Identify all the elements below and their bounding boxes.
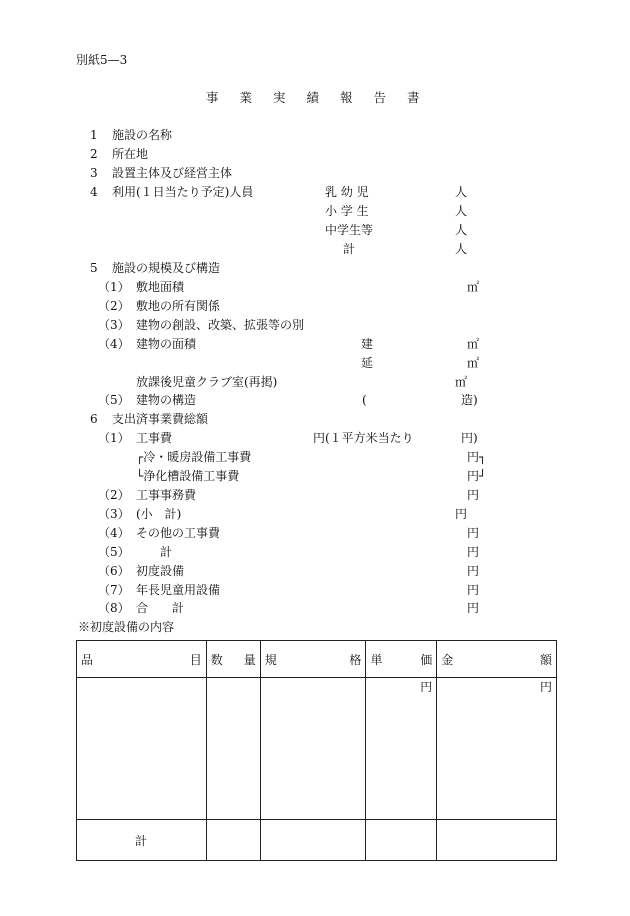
header-item: [77, 641, 207, 678]
item-number: （4）: [98, 526, 130, 540]
item-label: その他の工事費: [136, 526, 221, 540]
unit: 造): [461, 393, 478, 407]
item-label: ┌冷・暖房設備工事費: [136, 450, 252, 464]
section-number: 1: [90, 128, 98, 142]
item-label: 工事事務費: [136, 488, 197, 502]
header-text: 規: [264, 652, 277, 667]
unit: 円: [455, 507, 468, 521]
section-number: 2: [90, 147, 98, 161]
item-label: 敷地面積: [136, 280, 185, 294]
item-number: （2）: [98, 488, 130, 502]
header-text: 量: [243, 652, 256, 667]
user-category: 計: [343, 242, 356, 256]
page-title: 事業実績報告書: [206, 90, 441, 105]
item-label: └浄化槽設備工事費: [136, 469, 240, 483]
unit: 円┘: [467, 469, 487, 483]
item-number: （3）: [98, 507, 130, 521]
item-number: （6）: [98, 564, 130, 578]
item-label: (小 計): [136, 507, 182, 521]
unit: 人: [455, 223, 468, 237]
header-amount: [437, 641, 557, 678]
header-text: 品: [81, 652, 94, 667]
unit: 円: [539, 680, 552, 694]
section-label: 設置主体及び経営主体: [112, 166, 233, 180]
unit: 円┐: [467, 450, 487, 464]
header-text: 金: [441, 652, 454, 667]
item-label: 合 計: [136, 601, 185, 615]
header-text: 単: [370, 652, 383, 667]
header-unit-price: [366, 641, 437, 678]
section-label: 利用(１日当たり予定)人員: [112, 185, 254, 199]
unit: ㎡: [467, 356, 480, 370]
cell-total-quantity: [206, 820, 260, 861]
paren: (: [362, 393, 367, 407]
equipment-note: ※初度設備の内容: [78, 620, 175, 634]
header-text: 数: [210, 652, 223, 667]
section-number: 5: [90, 261, 98, 275]
item-note: 円(１平方米当たり: [313, 431, 414, 445]
section-number: 3: [90, 166, 98, 180]
form-reference: 別紙5—3: [76, 53, 128, 67]
item-number: （1）: [98, 431, 130, 445]
item-number: （1）: [98, 280, 130, 294]
item-number: （8）: [98, 601, 130, 615]
unit: 人: [455, 204, 468, 218]
area-label: 建: [361, 337, 374, 351]
user-category: 小 学 生: [325, 204, 369, 218]
unit: 円: [467, 583, 480, 597]
section-label: 所在地: [112, 147, 149, 161]
item-label: 計: [160, 545, 173, 559]
unit: 円: [467, 564, 480, 578]
user-category: 乳 幼 児: [325, 185, 369, 199]
item-number: （5）: [98, 545, 130, 559]
item-label: 工事費: [136, 431, 173, 445]
total-label: 計: [77, 820, 207, 861]
header-text: 目: [189, 652, 202, 667]
item-number: （4）: [98, 337, 130, 351]
area-label: 延: [361, 356, 374, 370]
cell-total-amount: [437, 820, 557, 861]
section-label: 支出済事業費総額: [112, 412, 209, 426]
item-label: 初度設備: [136, 564, 185, 578]
section-number: 6: [90, 412, 98, 426]
user-category: 中学生等: [325, 223, 374, 237]
table-header-row: [77, 641, 557, 678]
unit: ㎡: [467, 280, 480, 294]
unit: 円: [467, 545, 480, 559]
unit: ㎡: [467, 337, 480, 351]
equipment-table: [76, 640, 557, 861]
header-spec: [260, 641, 366, 678]
item-label: 建物の面積: [136, 337, 197, 351]
item-number: （7）: [98, 583, 130, 597]
unit: 円): [461, 431, 478, 445]
cell-total-unit-price: [366, 820, 437, 861]
cell-spec: [260, 678, 366, 820]
unit: 人: [455, 185, 468, 199]
header-text: 額: [539, 652, 552, 667]
section-label: 施設の名称: [112, 128, 173, 142]
cell-item: [77, 678, 207, 820]
item-label: 建物の創設、改築、拡張等の別: [136, 318, 305, 332]
unit: 円: [467, 601, 480, 615]
unit: ㎡: [455, 375, 468, 389]
item-number: （3）: [98, 318, 130, 332]
table-row: [77, 678, 557, 820]
item-label: 年長児童用設備: [136, 583, 221, 597]
unit: 円: [467, 526, 480, 540]
cell-amount: [437, 678, 557, 820]
item-label: 敷地の所有関係: [136, 299, 221, 313]
header-quantity: [206, 641, 260, 678]
cell-quantity: [206, 678, 260, 820]
item-label: 放課後児童クラブ室(再掲): [136, 375, 278, 389]
header-text: 価: [420, 652, 433, 667]
item-number: （5）: [98, 393, 130, 407]
unit: 人: [455, 242, 468, 256]
section-label: 施設の規模及び構造: [112, 261, 221, 275]
unit: 円: [467, 488, 480, 502]
header-text: 格: [349, 652, 362, 667]
item-number: （2）: [98, 299, 130, 313]
cell-unit-price: [366, 678, 437, 820]
section-number: 4: [90, 185, 98, 199]
unit: 円: [420, 680, 433, 694]
table-total-row: [77, 820, 557, 861]
item-label: 建物の構造: [136, 393, 197, 407]
cell-total-spec: [260, 820, 366, 861]
